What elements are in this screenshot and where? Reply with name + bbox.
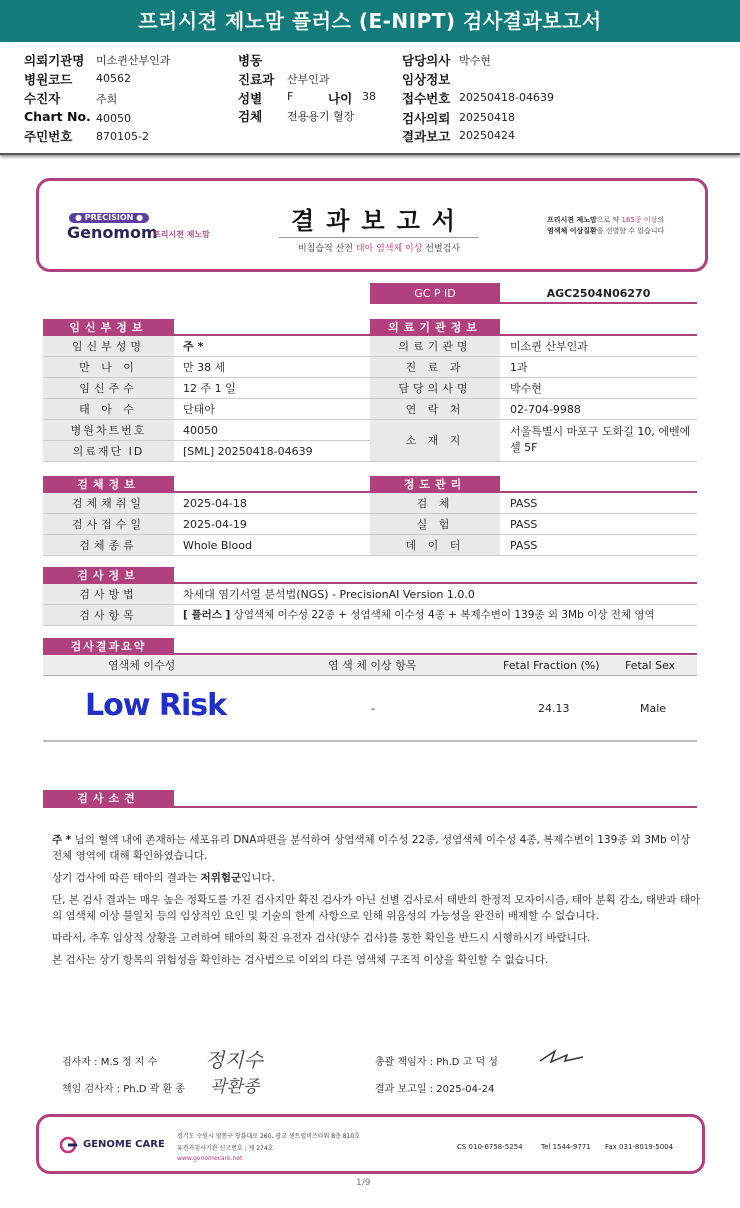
row-label: 임신주수	[43, 378, 174, 398]
row-label: 검체종류	[43, 535, 174, 555]
summary-bottom-rule	[43, 740, 697, 742]
row-label: 태 아 수	[43, 399, 174, 419]
chart-label: Chart No.	[24, 109, 91, 124]
clinical-label: 임상정보	[402, 72, 451, 87]
specimen-section-header: 검체정보	[43, 476, 174, 493]
gcpid-label: GC P ID	[370, 283, 500, 304]
table-row	[43, 535, 370, 556]
row-value: PASS	[510, 497, 538, 510]
row-value: 12 주 1 일	[183, 382, 236, 395]
row-value: 미소퀸 산부인과	[510, 340, 588, 353]
sex-label: 성별	[238, 91, 263, 106]
row-label: 병원차트번호	[43, 420, 174, 440]
request-label: 검사의뢰	[402, 111, 451, 126]
row-label: 만 나 이	[43, 357, 174, 377]
dept-label: 진료과	[238, 72, 275, 87]
receipt-label: 접수번호	[402, 91, 451, 106]
id-label: 주민번호	[24, 129, 73, 144]
table-row	[370, 535, 697, 556]
report-date-label: 결과 보고일 : 2025-04-24	[375, 1084, 495, 1095]
section-divider	[43, 806, 697, 808]
responsible-signature: 곽환종	[210, 1077, 260, 1097]
responsible-label: 책임 검사자 : Ph.D 곽 환 종	[62, 1084, 185, 1095]
table-row	[43, 336, 370, 357]
fetal-sex-value: Male	[640, 702, 667, 715]
opinion-paragraph-2	[52, 870, 702, 886]
director-signature-icon	[537, 1045, 587, 1067]
row-label: 임신부성명	[43, 336, 174, 356]
row-value: 02-704-9988	[510, 403, 581, 416]
row-label: 소 재 지	[370, 420, 500, 461]
fetal-fraction-value: 24.13	[538, 702, 570, 715]
code-label: 병원코드	[24, 72, 73, 87]
row-value: 박수현	[510, 382, 542, 395]
cs-phone: CS 010-6758-5254	[457, 1143, 523, 1151]
report-subtitle	[279, 237, 479, 254]
row-value: PASS	[510, 518, 538, 531]
collector-label: 수진자	[24, 91, 61, 106]
dept-value: 산부인과	[287, 73, 330, 86]
row-value	[183, 605, 655, 626]
test-section-header: 검사정보	[43, 567, 174, 584]
note-b: 으로 약	[596, 216, 622, 224]
code-value: 40562	[96, 72, 131, 85]
p1-text: 님의 혈액 내에 존재하는 세포유리 DNA파편을 분석하여 상염색체 이수성 22종, 성염색체 이수성 4종, 복제수변이 139종 외 3Mb 이상 전체 영역에 대해 확인하였습니다.	[52, 834, 691, 862]
row-label: 의료재단 ID	[43, 441, 174, 461]
row-value: 40050	[183, 424, 218, 437]
row-value: 2025-04-19	[183, 518, 247, 531]
opinion-paragraph-5: 본 검사는 상기 항목의 위험성을 확인하는 검사법으로 이외의 다른 염색체 구조적 이상을 확인할 수 없습니다.	[52, 954, 549, 966]
genomom-logo: Genomom	[67, 223, 158, 242]
sub-post: 선별검사	[422, 244, 461, 254]
receipt-value: 20250418-04639	[459, 91, 554, 104]
patient-name: 주 *	[52, 834, 72, 846]
row-value: [SML] 20250418-04639	[183, 445, 313, 458]
report-label: 결과보고	[402, 129, 451, 144]
specimen-value: 전용용기 혈장	[287, 110, 355, 123]
col-header: Fetal Sex	[625, 659, 676, 672]
inst-value: 미소퀸산부인과	[96, 54, 171, 67]
table-row	[370, 399, 697, 420]
row-label: 연 락 처	[370, 399, 500, 419]
precision-badge: ● PRECISION ●	[69, 213, 149, 223]
gcpid-value: AGC2504N06270	[500, 283, 697, 304]
row-label: 검사방법	[43, 584, 174, 604]
report-value: 20250424	[459, 129, 515, 142]
website-link[interactable]: www.genomecare.net	[177, 1155, 243, 1162]
table-row	[43, 441, 370, 462]
row-value: 2025-04-18	[183, 497, 247, 510]
risk-result: Low Risk	[85, 688, 227, 723]
row-value: 차세대 염기서열 분석법(NGS) - PrecisionAI Version 1.0.0	[183, 588, 475, 601]
row-label: 의료기관명	[370, 336, 500, 356]
table-row	[370, 493, 697, 514]
qc-section-header: 정도관리	[370, 476, 500, 493]
tel-phone: Tel 1544-9771	[541, 1143, 591, 1151]
table-row	[370, 357, 697, 378]
id-value: 870105-2	[96, 130, 149, 143]
address-line-2: 유전자검사기관 신고번호 : 제 274호	[177, 1145, 274, 1152]
summary-table-header	[43, 656, 697, 676]
request-value: 20250418	[459, 111, 515, 124]
row-value: PASS	[510, 539, 538, 552]
sub-pink: 태아 염색체 이상	[355, 244, 423, 254]
opinion-paragraph-1	[52, 832, 702, 864]
company-name: GENOME CARE	[83, 1139, 165, 1150]
patient-info-panel	[0, 42, 740, 155]
footer-box	[36, 1114, 705, 1174]
table-row	[43, 493, 370, 514]
tester-signature: 정지수	[205, 1048, 263, 1072]
row-value: 만 38 세	[183, 361, 226, 374]
row-label: 담당의사명	[370, 378, 500, 398]
item-bold: [ 플러스 ]	[183, 609, 231, 621]
col-header: Fetal Fraction (%)	[503, 659, 600, 672]
table-row	[43, 514, 370, 535]
note-a: 프리시젼 제노맘	[547, 216, 597, 224]
pregnant-section-header: 임신부정보	[43, 319, 174, 336]
p2-pre: 상기 검사에 따른 태아의 결과는	[52, 872, 201, 884]
row-label: 데 이 터	[370, 535, 500, 555]
row-label: 검체채취일	[43, 493, 174, 513]
note-d: 의	[657, 216, 665, 224]
report-title: 결과보고서	[291, 207, 467, 235]
table-row	[370, 336, 697, 357]
col-header: 염 색 체 이상 항목	[328, 659, 417, 672]
table-row	[43, 357, 370, 378]
sex-value: F	[287, 90, 294, 103]
table-row	[43, 399, 370, 420]
table-row	[43, 420, 370, 441]
opinion-section-header: 검사소견	[43, 790, 174, 807]
tester-label: 검사자 : M.S 정 지 수	[62, 1057, 158, 1068]
opinion-paragraph-4: 따라서, 추후 임상적 상황을 고려하여 태아의 확진 유전자 검사(양수 검사)를 통한 확인을 반드시 시행하시기 바랍니다.	[52, 932, 591, 944]
row-label: 검사항목	[43, 605, 174, 625]
age-value: 38	[362, 90, 376, 103]
genome-care-logo-icon	[59, 1136, 81, 1154]
note-f: 을 선별할 수 있습니다	[596, 227, 665, 235]
ward-label: 병동	[238, 53, 263, 68]
row-label: 진 료 과	[370, 357, 500, 377]
p2-post: 입니다.	[241, 872, 275, 884]
opinion-paragraph-3: 단, 본 검사 결과는 매우 높은 정확도를 가진 검사지만 확진 검사가 아닌 선별 검사로서 태반의 한정적 모자이시즘, 태아 분획 감소, 태반과 태아의 염색체 이상 불일치 등의 임상적인 요인 및 기술의 한계 사항으로 인해 위음성의 가능성을 완전히 배제할 수 없습니다.	[52, 894, 701, 922]
director-label: 총괄 책임자 : Ph.D 고 덕 성	[375, 1057, 498, 1068]
genomom-sub: 프리시젼 제노맘	[153, 230, 210, 239]
specimen-label: 검체	[238, 109, 263, 124]
doctor-label: 담당의사	[402, 53, 451, 68]
p2-bold: 저위험군	[200, 872, 242, 884]
row-value: 서울특별시 마포구 도화길 10, 에벤에셀 5F	[510, 425, 691, 454]
note-e: 염색체 이상질환	[547, 227, 597, 235]
table-row	[370, 420, 697, 462]
table-row	[43, 584, 697, 605]
item-text: 상염색체 이수성 22종 + 성염색체 이수성 4종 + 복제수변이 139종 외 3Mb 이상 전체 영역	[230, 609, 655, 621]
fax-number: Fax 031-8019-5004	[605, 1143, 674, 1151]
table-row	[370, 514, 697, 535]
abnormal-value: -	[371, 702, 375, 715]
row-value: 1과	[510, 361, 528, 374]
inst-label: 의뢰기관명	[24, 53, 85, 68]
chart-value: 40050	[96, 112, 131, 125]
row-value: Whole Blood	[183, 539, 252, 552]
collector-value: 주희	[96, 93, 118, 106]
summary-section-header: 검사결과요약	[43, 638, 174, 655]
table-row	[43, 605, 697, 626]
row-label: 검 체	[370, 493, 500, 513]
table-row	[370, 378, 697, 399]
header-note	[547, 215, 707, 237]
row-label: 검사접수일	[43, 514, 174, 534]
report-header	[36, 178, 708, 272]
row-value: 단태아	[183, 403, 215, 416]
address-line-1: 경기도 수원시 영통구 창룡대로 260, 광교 센트럴비즈타워 8층 810호	[177, 1133, 360, 1140]
col-header: 염색체 이수성	[108, 659, 176, 672]
age-label: 나이	[328, 91, 353, 106]
page-number: 1/9	[356, 1178, 371, 1188]
row-value: 주 *	[183, 340, 204, 353]
table-row	[43, 378, 370, 399]
report-page	[0, 160, 740, 1208]
institution-section-header: 의료기관정보	[370, 319, 500, 336]
row-label: 실 험	[370, 514, 500, 534]
note-c: 165종 이상	[621, 216, 658, 224]
sub-pre: 비침습적 산전	[297, 244, 356, 254]
section-divider	[43, 653, 697, 655]
page-title: 프리시젼 제노맘 플러스 (E-NIPT) 검사결과보고서	[0, 0, 740, 42]
doctor-value: 박수현	[459, 54, 491, 67]
